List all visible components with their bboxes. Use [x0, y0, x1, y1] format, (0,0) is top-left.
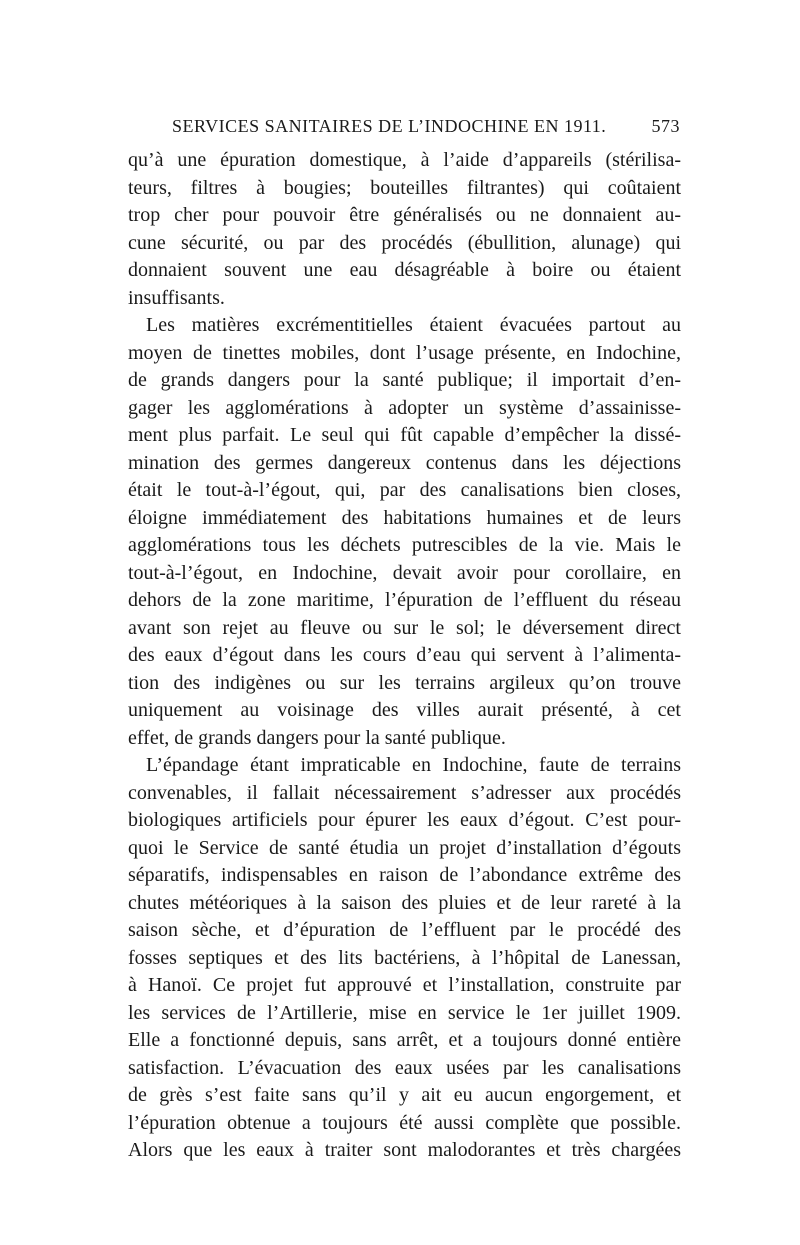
- paragraph: [128, 147, 681, 312]
- text-line: avant son rejet au fleuve ou sur le sol; le déversement direct: [128, 616, 681, 639]
- text-line: agglomérations tous les déchets putrescibles de la vie. Mais le: [128, 534, 681, 556]
- text-line: des eaux d’égout dans les cours d’eau qui servent à l’alimenta-: [128, 644, 681, 666]
- text-line: Les matières excrémentitielles étaient évacuées partout au: [146, 314, 681, 336]
- text-line: cune sécurité, ou par des procédés (ébullition, alunage) qui: [128, 231, 681, 254]
- running-title: SERVICES SANITAIRES DE L’INDOCHINE EN 1911.: [172, 116, 607, 136]
- text-line: quoi le Service de santé étudia un projet d’installation d’égouts: [128, 836, 681, 859]
- text-line: trop cher pour pouvoir être généralisés ou ne donnaient au-: [128, 204, 681, 226]
- text-line: fosses septiques et des lits bactériens, à l’hôpital de Lanessan,: [128, 946, 681, 969]
- text-line: saison sèche, et d’épuration de l’effluent par le procédé des: [128, 919, 681, 941]
- text-line: de grands dangers pour la santé publique; il importait d’en-: [128, 369, 681, 391]
- text-line: satisfaction. L’évacuation des eaux usées par les canalisations: [128, 1056, 681, 1079]
- body-text: [128, 147, 681, 1165]
- text-line: insuffisants.: [128, 286, 225, 309]
- text-line: éloigne immédiatement des habitations humaines et de leurs: [128, 506, 681, 529]
- text-line: Alors que les eaux à traiter sont malodorantes et très chargées: [128, 1139, 681, 1161]
- text-line: dehors de la zone maritime, l’épuration de l’effluent du réseau: [128, 589, 681, 611]
- text-line: de grès s’est faite sans qu’il y ait eu aucun engorgement, et: [128, 1084, 681, 1106]
- running-header: [172, 114, 680, 138]
- text-line: biologiques artificiels pour épurer les eaux d’égout. C’est pour-: [128, 809, 681, 831]
- text-line: donnaient souvent une eau désagréable à boire ou étaient: [128, 259, 681, 281]
- text-line: mination des germes dangereux contenus dans les déjections: [128, 451, 681, 474]
- text-line: tout-à-l’égout, en Indochine, devait avoir pour corollaire, en: [128, 561, 681, 584]
- paragraph: [128, 752, 681, 1165]
- text-line: était le tout-à-l’égout, qui, par des canalisations bien closes,: [128, 479, 681, 501]
- text-line: L’épandage étant impraticable en Indochine, faute de terrains: [146, 754, 681, 776]
- text-line: à Hanoï. Ce projet fut approuvé et l’installation, construite par: [128, 974, 681, 996]
- text-line: tion des indigènes ou sur les terrains argileux qu’on trouve: [128, 671, 681, 694]
- text-line: moyen de tinettes mobiles, dont l’usage présente, en Indochine,: [128, 341, 681, 364]
- text-line: uniquement au voisinage des villes aurait présenté, à cet: [128, 699, 681, 721]
- text-line: teurs, filtres à bougies; bouteilles filtrantes) qui coûtaient: [128, 176, 681, 199]
- text-line: effet, de grands dangers pour la santé publique.: [128, 726, 506, 749]
- text-line: séparatifs, indispensables en raison de l’abondance extrême des: [128, 864, 681, 886]
- text-line: Elle a fonctionné depuis, sans arrêt, et a toujours donné entière: [128, 1029, 681, 1051]
- text-line: convenables, il fallait nécessairement s’adresser aux procédés: [128, 781, 681, 804]
- text-line: gager les agglomérations à adopter un système d’assainisse-: [128, 396, 681, 419]
- text-line: qu’à une épuration domestique, à l’aide d’appareils (stérilisa-: [128, 149, 681, 171]
- text-line: l’épuration obtenue a toujours été aussi complète que possible.: [128, 1111, 681, 1134]
- page-number: 573: [651, 116, 680, 136]
- paragraph: [128, 312, 681, 752]
- text-line: ment plus parfait. Le seul qui fût capable d’empêcher la dissé-: [128, 424, 681, 446]
- text-line: les services de l’Artillerie, mise en service le 1er juillet 1909.: [128, 1001, 681, 1024]
- text-line: chutes météoriques à la saison des pluies et de leur rareté à la: [128, 891, 681, 914]
